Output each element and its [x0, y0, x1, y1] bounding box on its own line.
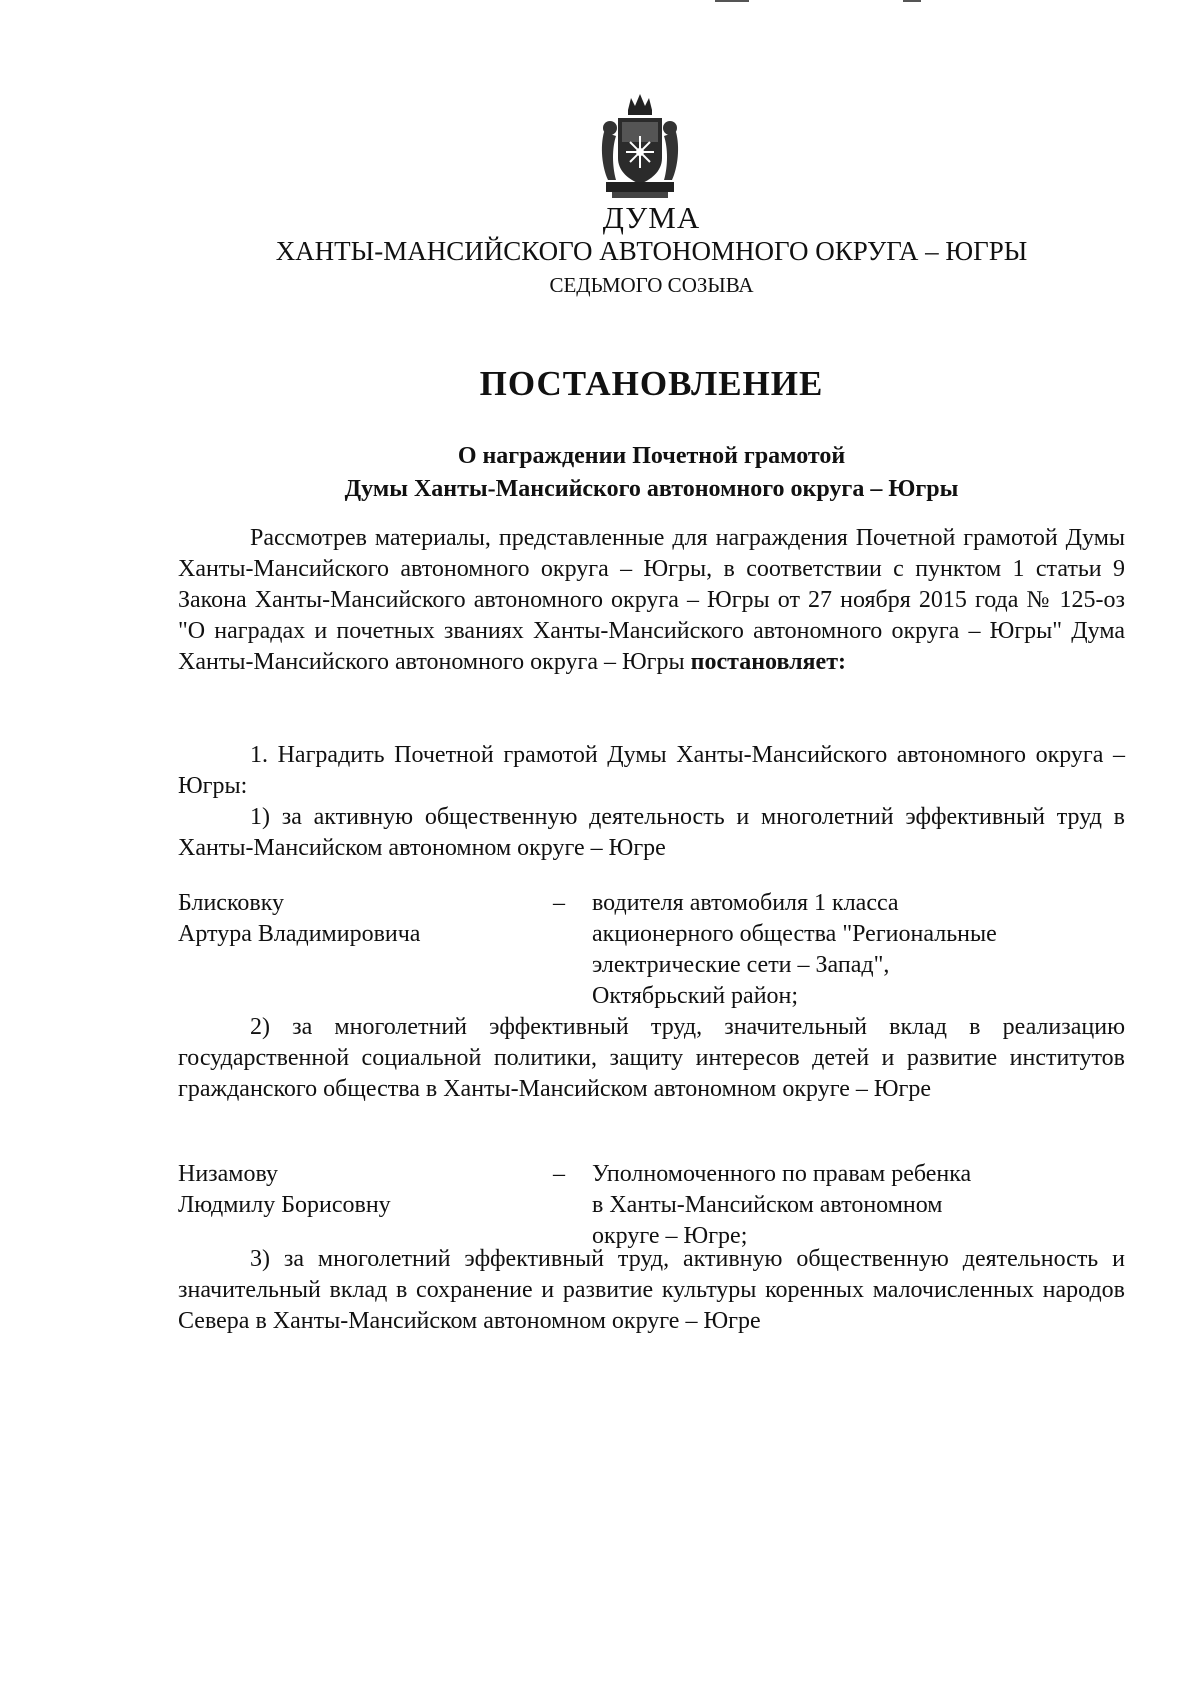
duma-title: ДУМА — [602, 200, 701, 235]
convocation-title: СЕДЬМОГО СОЗЫВА — [549, 273, 754, 297]
awardee-position — [592, 1159, 1125, 1252]
dash-separator: – — [553, 890, 565, 916]
position-line-1: водителя автомобиля 1 класса — [592, 890, 899, 916]
awardee-surname: Низамову — [178, 1161, 279, 1187]
dash-separator: – — [553, 1161, 565, 1187]
awardee-surname: Блисковку — [178, 890, 285, 916]
subpoint-1-text: 1) за активную общественную деятельность и многолетний эффективный труд в Ханты-Мансийском автономном округе – Югре — [178, 804, 1125, 861]
award-entry-1 — [178, 888, 1125, 1012]
position-line-3: электрические сети – Запад", — [592, 952, 890, 978]
position-line-4: Октябрьский район; — [592, 983, 799, 1009]
subpoint-2-text: 2) за многолетний эффективный труд, значительный вклад в реализацию государственной социальной политики, защиту интересов детей и развитие институтов гражданского общества в Ханты-Мансийском автономном округе – Югре — [178, 1014, 1125, 1102]
document-subject — [178, 440, 1125, 506]
awardee-given-name: Людмилу Борисовну — [178, 1192, 391, 1218]
preamble-verb: постановляет: — [690, 649, 846, 675]
subpoint-3 — [178, 1244, 1125, 1337]
awardee-name — [178, 1159, 538, 1221]
document-type: ПОСТАНОВЛЕНИЕ — [479, 364, 824, 403]
coat-of-arms-icon — [598, 92, 682, 202]
scan-mark — [715, 0, 749, 2]
subject-line-2: Думы Ханты-Мансийского автономного округа – Югры — [344, 476, 959, 502]
awardee-name — [178, 888, 538, 950]
position-line-1: Уполномоченного по правам ребенка — [592, 1161, 972, 1187]
awardee-position — [592, 888, 1125, 1012]
point-1 — [178, 740, 1125, 802]
subpoint-3-text: 3) за многолетний эффективный труд, активную общественную деятельность и значительный вклад в сохранение и развитие культуры коренных малочисленных народов Севера в Ханты-Мансийском автономном округе – Югре — [178, 1246, 1125, 1334]
region-title: ХАНТЫ-МАНСИЙСКОГО АВТОНОМНОГО ОКРУГА – ЮГРЫ — [275, 236, 1028, 266]
awardee-given-name: Артура Владимировича — [178, 921, 421, 947]
point-1-text: 1. Наградить Почетной грамотой Думы Ханты-Мансийского автономного округа – Югры: — [178, 742, 1125, 799]
position-line-2: акционерного общества "Региональные — [592, 921, 997, 947]
position-line-2: в Ханты-Мансийском автономном — [592, 1192, 943, 1218]
subpoint-2 — [178, 1012, 1125, 1105]
scan-mark — [903, 0, 921, 2]
award-entry-2 — [178, 1159, 1125, 1253]
preamble-text: Рассмотрев материалы, представленные для награждения Почетной грамотой Думы Ханты-Мансийского автономного округа – Югры, в соответствии с пунктом 1 статьи 9 Закона Ханты-Мансийского автономного округа – Югры от 27 ноября 2015 года № 125-оз "О наградах и почетных званиях Ханты-Мансийского автономного округа – Югры" Дума Ханты-Мансийского автономного округа – Югры — [178, 525, 1125, 675]
subject-line-1: О награждении Почетной грамотой — [457, 443, 846, 469]
position-line-3: округе – Югре; — [592, 1223, 748, 1249]
subpoint-1 — [178, 802, 1125, 864]
preamble-paragraph — [178, 523, 1125, 678]
